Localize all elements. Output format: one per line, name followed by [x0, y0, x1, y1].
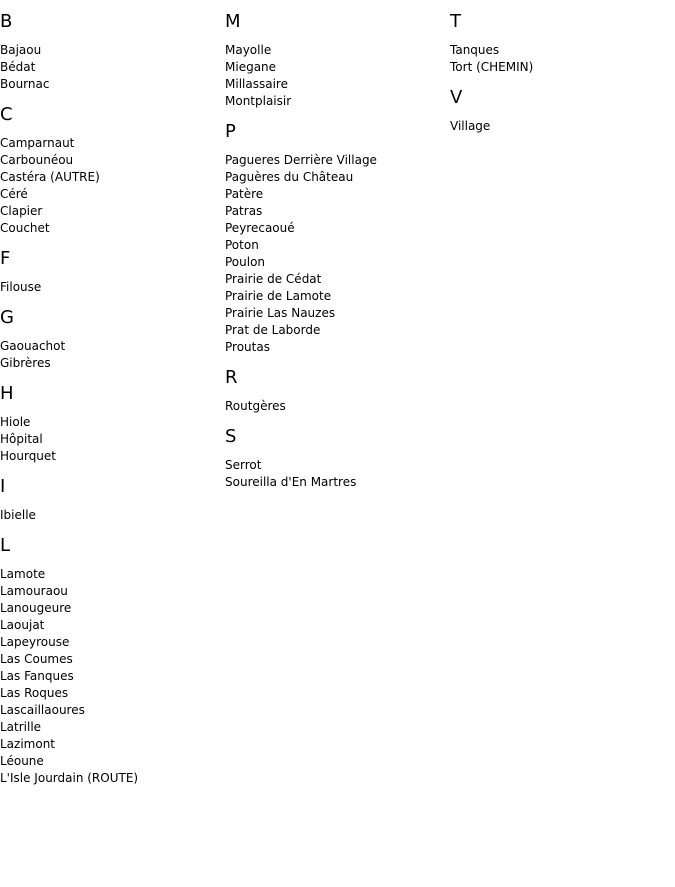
list-item [225, 59, 450, 76]
place-link[interactable]: Bédat [0, 60, 36, 74]
letter-heading: M [225, 11, 241, 32]
place-link[interactable]: Mayolle [225, 43, 272, 57]
list-item [225, 152, 450, 169]
place-list [0, 414, 225, 465]
place-list [450, 118, 675, 135]
place-link[interactable]: Céré [0, 187, 28, 201]
place-list [0, 566, 225, 787]
place-list [225, 398, 450, 415]
list-item [0, 634, 225, 651]
letter-group [225, 368, 450, 415]
place-list [0, 135, 225, 237]
list-item [0, 186, 225, 203]
place-link[interactable]: Lanougeure [0, 601, 72, 615]
place-list [0, 338, 225, 372]
place-link[interactable]: Couchet [0, 221, 50, 235]
list-item [225, 203, 450, 220]
list-item [0, 736, 225, 753]
place-link[interactable]: Bajaou [0, 43, 42, 57]
place-link[interactable]: Millassaire [225, 77, 288, 91]
place-link[interactable]: Proutas [225, 340, 270, 354]
letter-group [0, 249, 225, 296]
list-item [0, 414, 225, 431]
letter-group [0, 384, 225, 465]
list-item [225, 457, 450, 474]
list-item [225, 186, 450, 203]
list-item [450, 118, 675, 135]
list-item [0, 279, 225, 296]
place-link[interactable]: Castéra (AUTRE) [0, 170, 100, 184]
letter-group [450, 12, 675, 76]
place-link[interactable]: Hôpital [0, 432, 43, 446]
letter-heading: G [0, 307, 14, 328]
place-link[interactable]: Lamouraou [0, 584, 68, 598]
letter-heading: T [450, 11, 461, 32]
place-link[interactable]: Paguères du Château [225, 170, 354, 184]
letter-group [0, 105, 225, 237]
place-link[interactable]: Patras [225, 204, 263, 218]
place-link[interactable]: Tort (CHEMIN) [450, 60, 534, 74]
place-link[interactable]: Village [450, 119, 491, 133]
list-item [0, 76, 225, 93]
list-item [225, 93, 450, 110]
letter-heading: F [0, 248, 11, 269]
list-item [0, 152, 225, 169]
place-link[interactable]: Latrille [0, 720, 42, 734]
list-item [0, 338, 225, 355]
list-item [0, 135, 225, 152]
list-item [225, 322, 450, 339]
place-link[interactable]: Lazimont [0, 737, 56, 751]
list-item [0, 668, 225, 685]
place-link[interactable]: Hiole [0, 415, 31, 429]
place-link[interactable]: Pagueres Derrière Village [225, 153, 377, 167]
place-link[interactable]: Prairie de Cédat [225, 272, 322, 286]
place-link[interactable]: Léoune [0, 754, 44, 768]
place-list [0, 279, 225, 296]
place-link[interactable]: Bournac [0, 77, 50, 91]
letter-group [0, 308, 225, 372]
place-link[interactable]: Poton [225, 238, 259, 252]
list-item [225, 271, 450, 288]
place-link[interactable]: Camparnaut [0, 136, 75, 150]
place-link[interactable]: Peyrecaoué [225, 221, 295, 235]
place-link[interactable]: Lamote [0, 567, 46, 581]
list-item [225, 339, 450, 356]
list-item [0, 42, 225, 59]
list-item [0, 600, 225, 617]
place-list [450, 42, 675, 76]
place-link[interactable]: Las Roques [0, 686, 69, 700]
list-item [0, 770, 225, 787]
index-column [225, 0, 450, 491]
list-item [0, 355, 225, 372]
place-link[interactable]: Carbounéou [0, 153, 74, 167]
place-link[interactable]: Montplaisir [225, 94, 292, 108]
place-link[interactable]: Clapier [0, 204, 43, 218]
list-item [0, 719, 225, 736]
list-item [225, 42, 450, 59]
list-item [0, 583, 225, 600]
letter-heading: S [225, 426, 237, 447]
letter-group [225, 122, 450, 356]
letter-heading: L [0, 535, 11, 556]
list-item [450, 42, 675, 59]
index-column [0, 0, 225, 787]
list-item [225, 254, 450, 271]
letter-group [450, 88, 675, 135]
letter-group [225, 427, 450, 491]
list-item [0, 753, 225, 770]
list-item [0, 617, 225, 634]
letter-heading: R [225, 367, 238, 388]
list-item [225, 288, 450, 305]
letter-heading: I [0, 476, 6, 497]
list-item [225, 474, 450, 491]
place-link[interactable]: Filouse [0, 280, 42, 294]
letter-group [225, 12, 450, 110]
place-link[interactable]: Las Coumes [0, 652, 73, 666]
place-list [0, 42, 225, 93]
place-link[interactable]: L'Isle Jourdain (ROUTE) [0, 771, 139, 785]
place-list [225, 457, 450, 491]
place-link[interactable]: Routgères [225, 399, 286, 413]
place-link[interactable]: Prairie Las Nauzes [225, 306, 336, 320]
list-item [0, 702, 225, 719]
list-item [225, 398, 450, 415]
place-link[interactable]: Gibrères [0, 356, 51, 370]
list-item [225, 169, 450, 186]
list-item [0, 169, 225, 186]
place-link[interactable]: Las Fanques [0, 669, 74, 683]
place-link[interactable]: Ibielle [0, 508, 36, 522]
list-item [225, 305, 450, 322]
list-item [0, 566, 225, 583]
place-link[interactable]: Miegane [225, 60, 277, 74]
list-item [0, 220, 225, 237]
place-link[interactable]: Poulon [225, 255, 266, 269]
list-item [0, 651, 225, 668]
list-item [0, 431, 225, 448]
place-link[interactable]: Laoujat [0, 618, 45, 632]
list-item [0, 59, 225, 76]
list-item [225, 220, 450, 237]
letter-group [0, 12, 225, 93]
letter-group [0, 536, 225, 787]
list-item [0, 685, 225, 702]
list-item [0, 448, 225, 465]
place-link[interactable]: Lapeyrouse [0, 635, 70, 649]
place-link[interactable]: Prat de Laborde [225, 323, 321, 337]
list-item [225, 76, 450, 93]
letter-heading: B [0, 11, 13, 32]
place-link[interactable]: Hourquet [0, 449, 57, 463]
place-link[interactable]: Gaouachot [0, 339, 66, 353]
letter-heading: P [225, 121, 236, 142]
place-link[interactable]: Prairie de Lamote [225, 289, 332, 303]
place-list [0, 507, 225, 524]
place-link[interactable]: Tanques [450, 43, 500, 57]
list-item [0, 203, 225, 220]
place-link[interactable]: Lascaillaoures [0, 703, 85, 717]
letter-group [0, 477, 225, 524]
letter-heading: V [450, 87, 463, 108]
letter-heading: C [0, 104, 13, 125]
place-list [225, 42, 450, 110]
letter-heading: H [0, 383, 14, 404]
place-link[interactable]: Patère [225, 187, 264, 201]
place-list [225, 152, 450, 356]
index-column [450, 0, 675, 135]
place-link[interactable]: Serrot [225, 458, 262, 472]
place-link[interactable]: Soureilla d'En Martres [225, 475, 357, 489]
list-item [225, 237, 450, 254]
list-item [450, 59, 675, 76]
list-item [0, 507, 225, 524]
